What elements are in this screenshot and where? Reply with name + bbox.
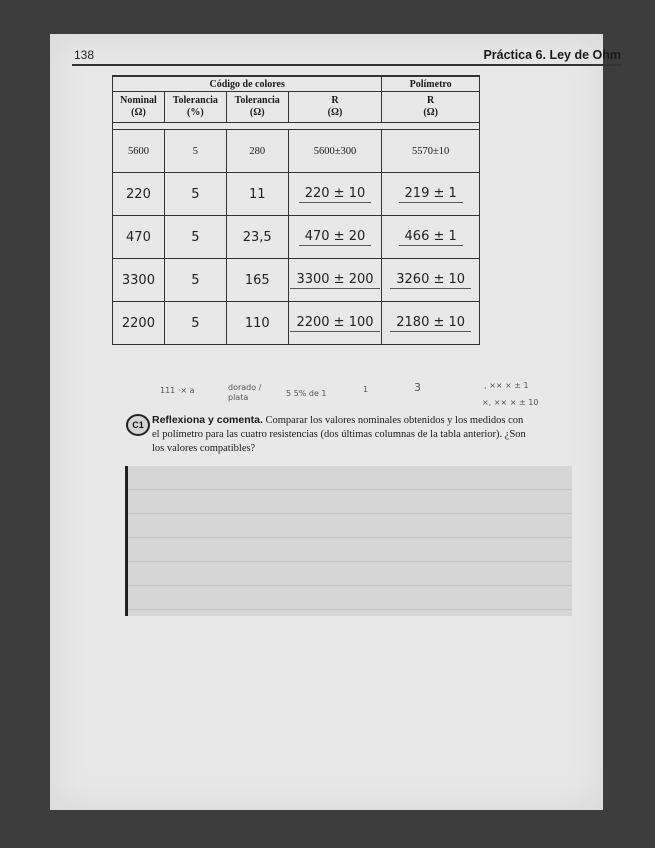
table-cell[interactable]: 2200 ± 100 <box>288 302 382 345</box>
table-cell: 2200 <box>113 302 165 345</box>
table-cell[interactable]: 466 ± 1 <box>382 216 480 259</box>
pencil-note: 3 <box>414 381 421 394</box>
pencil-note: 5 5% de 1 <box>286 389 327 398</box>
header-rule <box>72 64 623 66</box>
table-cell: 5 <box>164 259 226 302</box>
c1-badge: C1 <box>126 414 150 436</box>
table-cell: 5570±10 <box>382 130 480 173</box>
table-cell[interactable]: 470 ± 20 <box>288 216 382 259</box>
example-row <box>113 130 480 173</box>
table-cell: 5 <box>164 173 226 216</box>
pencil-note: 111 ·× a <box>160 386 195 395</box>
table-cell: 5600±300 <box>288 130 382 173</box>
column-header: Tolerancia (%) <box>164 92 226 123</box>
pencil-note: dorado / plata <box>228 383 262 402</box>
table-cell: 5 <box>164 302 226 345</box>
table-cell: 110 <box>226 302 288 345</box>
pencil-note: , ×× × ± 1 <box>484 381 529 390</box>
table-cell: 280 <box>226 130 288 173</box>
page-number: 138 <box>74 48 95 62</box>
table-cell: 165 <box>226 259 288 302</box>
table-cell[interactable]: 3300 ± 200 <box>288 259 382 302</box>
table-cell: 23,5 <box>226 216 288 259</box>
table-cell: 3300 <box>113 259 165 302</box>
table-cell[interactable]: 3260 ± 10 <box>382 259 480 302</box>
table-cell: 5 <box>164 216 226 259</box>
table-gap <box>113 123 480 130</box>
column-header: Nominal (Ω) <box>113 92 165 123</box>
column-header: R (Ω) <box>382 92 480 123</box>
c1-lead: Reflexiona y comenta. <box>152 414 263 426</box>
group-header-codigo: Código de colores <box>113 76 382 92</box>
table-cell[interactable]: 2180 ± 10 <box>382 302 480 345</box>
pencil-note: 1 <box>363 385 369 394</box>
pencil-note: ×, ×× × ± 10 <box>482 398 539 407</box>
table-row <box>113 216 480 259</box>
resistance-table <box>112 75 480 345</box>
table-cell[interactable]: 220 ± 10 <box>288 173 382 216</box>
group-header-polimetro: Polímetro <box>382 76 480 92</box>
table-cell[interactable]: 219 ± 1 <box>382 173 480 216</box>
table-row <box>113 173 480 216</box>
c1-prompt <box>152 413 532 456</box>
column-header: Tolerancia (Ω) <box>226 92 288 123</box>
page-title: Práctica 6. Ley de Ohm <box>483 48 621 62</box>
answer-lines[interactable] <box>125 466 572 616</box>
table-cell: 11 <box>226 173 288 216</box>
column-header: R (Ω) <box>288 92 382 123</box>
table-row <box>113 302 480 345</box>
table-cell: 220 <box>113 173 165 216</box>
table-cell: 5600 <box>113 130 165 173</box>
table-cell: 5 <box>164 130 226 173</box>
table-row <box>113 259 480 302</box>
c1-body: Comparar los valores nominales obtenidos y los medidos con el polímetro para las cuatro resistencias (dos últimas columnas de la tabla anterior). ¿Son los valores compatibles? <box>152 415 526 454</box>
table-cell: 470 <box>113 216 165 259</box>
